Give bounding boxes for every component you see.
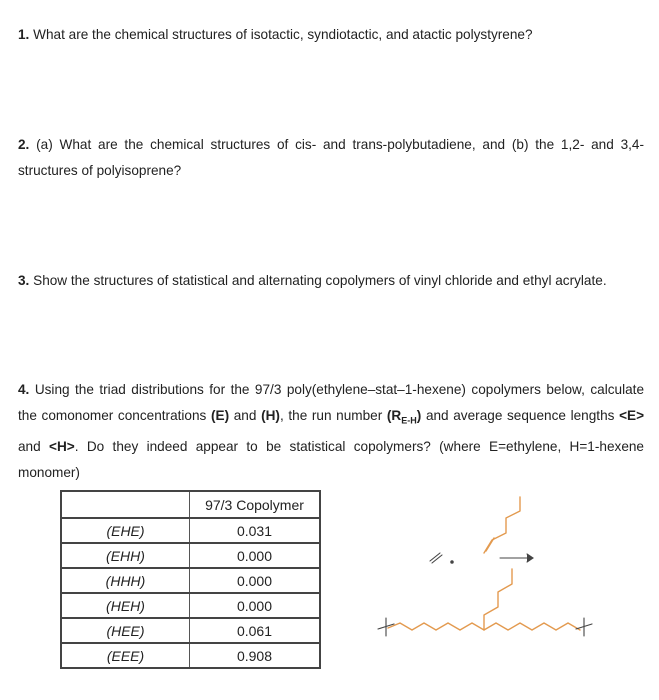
- table-row: [61, 618, 320, 643]
- hexene-monomer-structure: [484, 497, 520, 553]
- triad-value: 0.000: [190, 543, 321, 568]
- triad-label: (EHH): [61, 543, 190, 568]
- question-1: [18, 22, 644, 48]
- triad-value: 0.000: [190, 593, 321, 618]
- copolymerization-scheme: [360, 490, 630, 660]
- conc-e-symbol: (E): [210, 408, 230, 423]
- question-4-and-1: and: [233, 408, 257, 423]
- triad-label: (HHH): [61, 568, 190, 593]
- question-2-text: (a) What are the chemical structures of cis- and trans-polybutadiene, and (b) the 1,2- and 3,4-structures of polyisoprene?: [18, 137, 644, 178]
- question-4-and-2: and: [18, 438, 41, 454]
- table-row: [61, 543, 320, 568]
- question-2: [18, 132, 644, 184]
- question-4-text-a: Using the triad distributions for the 97/3 poly(ethylene–stat–1-hexene) copolymers below, calculate the comonomer concentrations: [18, 382, 645, 423]
- avg-length-h-symbol: <H>: [49, 438, 75, 454]
- question-4-text-b: , the run number: [279, 408, 383, 423]
- table-header-triad: [61, 491, 190, 518]
- question-2-number: 2.: [18, 137, 30, 152]
- triad-value: 0.061: [190, 618, 321, 643]
- question-3-text: Show the structures of statistical and alternating copolymers of vinyl chloride and ethyl acrylate.: [33, 273, 607, 288]
- question-3-number: 3.: [18, 273, 30, 288]
- question-3: [18, 268, 644, 294]
- copolymer-chain-structure: [388, 569, 580, 630]
- question-4-text-c: and average sequence lengths: [425, 408, 615, 423]
- table-row: [61, 518, 320, 543]
- table-header-row: [61, 491, 320, 518]
- avg-length-e-symbol: <E>: [619, 408, 645, 423]
- triad-distribution-table: [60, 490, 321, 669]
- question-4: [18, 377, 644, 486]
- triad-label: (EEE): [61, 643, 190, 668]
- table-row: [61, 568, 320, 593]
- triad-value: 0.908: [190, 643, 321, 668]
- question-1-text: What are the chemical structures of isotactic, syndiotactic, and atactic polystyrene?: [33, 27, 533, 42]
- table-row: [61, 643, 320, 668]
- triad-value: 0.031: [190, 518, 321, 543]
- reaction-arrow-icon: [500, 554, 533, 562]
- triad-value: 0.000: [190, 568, 321, 593]
- table-header-copolymer: 97/3 Copolymer: [190, 491, 321, 518]
- question-4-number: 4.: [18, 382, 30, 397]
- question-4-text-d: . Do they indeed appear to be statistical copolymers? (where E=ethylene, H=1-hexene monomer): [18, 438, 644, 480]
- right-bracket-icon: [576, 618, 592, 636]
- ethylene-monomer-structure: [430, 553, 442, 563]
- table-row: [61, 593, 320, 618]
- triad-label: (HEE): [61, 618, 190, 643]
- run-number-symbol: $(R_{E-H})$: [386, 408, 422, 426]
- triad-label: (EHE): [61, 518, 190, 543]
- conc-h-symbol: (H): [261, 408, 280, 423]
- question-1-number: 1.: [18, 27, 30, 42]
- triad-label: (HEH): [61, 593, 190, 618]
- plus-dot: [451, 561, 453, 563]
